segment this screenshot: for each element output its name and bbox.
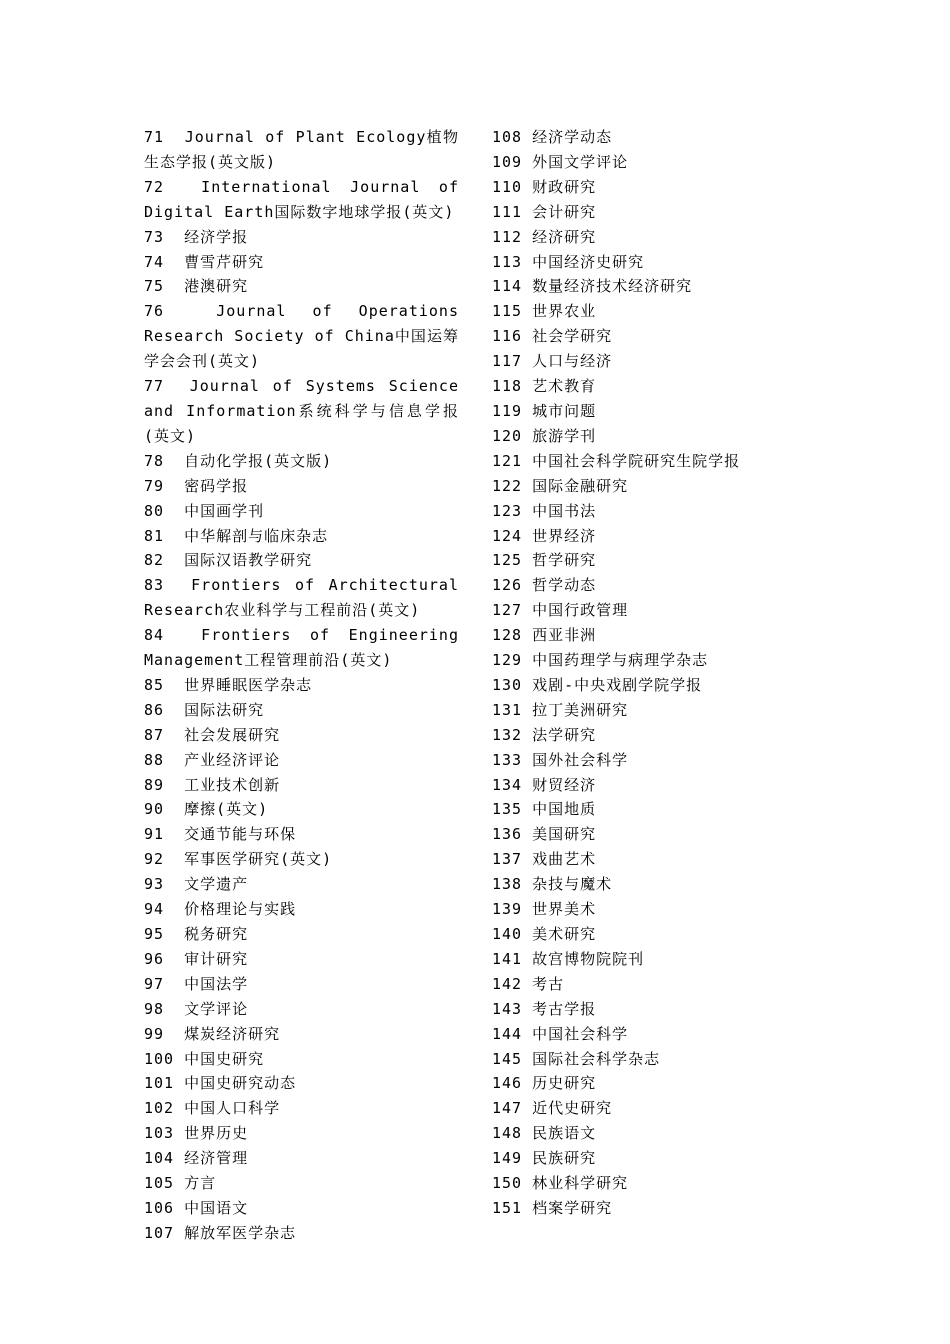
list-item: 131 拉丁美洲研究 [492, 700, 629, 719]
list-item: 72 International Journal of Digital Earth国际数字地球学报(英文) [144, 177, 470, 221]
list-item: 104 经济管理 [144, 1149, 249, 1168]
list-item: 105 方言 [144, 1174, 217, 1193]
list-item: 96 审计研究 [144, 949, 249, 968]
list-item: 111 会计研究 [492, 202, 597, 221]
list-item: 145 国际社会科学杂志 [492, 1049, 661, 1068]
list-item: 149 民族研究 [492, 1149, 597, 1168]
list-item: 141 故宫博物院院刊 [492, 949, 645, 968]
list-item: 115 世界农业 [492, 302, 597, 321]
journal-list-right [492, 125, 822, 1221]
list-item: 128 西亚非洲 [492, 626, 597, 645]
list-item: 136 美国研究 [492, 825, 597, 844]
list-item: 74 曹雪芹研究 [144, 252, 265, 271]
list-item: 151 档案学研究 [492, 1198, 613, 1217]
list-item: 147 近代史研究 [492, 1099, 613, 1118]
list-item: 110 财政研究 [492, 177, 597, 196]
list-item: 150 林业科学研究 [492, 1174, 629, 1193]
list-item: 108 经济学动态 [492, 128, 613, 146]
list-item: 93 文学遗产 [144, 875, 249, 894]
list-item: 125 哲学研究 [492, 551, 597, 570]
list-item: 103 世界历史 [144, 1124, 249, 1143]
list-item: 102 中国人口科学 [144, 1099, 281, 1118]
list-item: 82 国际汉语教学研究 [144, 551, 313, 570]
list-item: 97 中国法学 [144, 974, 249, 993]
list-item: 135 中国地质 [492, 800, 597, 819]
list-item: 114 数量经济技术经济研究 [492, 277, 693, 296]
list-item: 133 国外社会科学 [492, 750, 629, 769]
list-item: 88 产业经济评论 [144, 750, 281, 769]
list-item: 85 世界睡眠医学杂志 [144, 675, 313, 694]
list-item: 73 经济学报 [144, 227, 249, 246]
list-item: 139 世界美术 [492, 900, 597, 919]
list-item: 100 中国史研究 [144, 1049, 265, 1068]
list-item: 101 中国史研究动态 [144, 1074, 297, 1093]
list-item: 75 港澳研究 [144, 277, 249, 296]
journal-list-left [144, 125, 470, 1246]
list-item: 78 自动化学报(英文版) [144, 451, 333, 470]
list-item: 99 煤炭经济研究 [144, 1024, 281, 1043]
list-item: 118 艺术教育 [492, 377, 597, 396]
list-item: 95 税务研究 [144, 925, 249, 943]
list-item: 117 人口与经济 [492, 352, 613, 371]
list-item: 113 中国经济史研究 [492, 252, 645, 271]
list-item: 109 外国文学评论 [492, 152, 629, 171]
list-item: 127 中国行政管理 [492, 601, 629, 620]
list-item: 98 文学评论 [144, 999, 249, 1018]
list-item: 126 哲学动态 [492, 576, 597, 595]
list-item: 132 法学研究 [492, 725, 597, 744]
list-item: 112 经济研究 [492, 227, 597, 246]
list-item: 87 社会发展研究 [144, 725, 281, 744]
list-item: 89 工业技术创新 [144, 775, 281, 794]
list-item: 76 Journal of Operations Research Society of China中国运筹学会会刊(英文) [144, 302, 470, 371]
list-item: 90 摩擦(英文) [144, 800, 269, 819]
list-item: 137 戏曲艺术 [492, 850, 597, 869]
list-item: 83 Frontiers of Architectural Research农业科学与工程前沿(英文) [144, 576, 470, 620]
list-item: 107 解放军医学杂志 [144, 1223, 297, 1242]
list-item: 71 Journal of Plant Ecology植物生态学报(英文版) [144, 128, 459, 171]
list-item: 140 美术研究 [492, 925, 597, 943]
list-item: 119 城市问题 [492, 401, 597, 420]
list-item: 138 杂技与魔术 [492, 875, 613, 894]
list-item: 148 民族语文 [492, 1124, 597, 1143]
list-item: 134 财贸经济 [492, 775, 597, 794]
list-item: 91 交通节能与环保 [144, 825, 297, 844]
list-item: 81 中华解剖与临床杂志 [144, 526, 329, 545]
list-item: 130 戏剧-中央戏剧学院学报 [492, 675, 703, 694]
list-item: 123 中国书法 [492, 501, 597, 520]
list-item: 122 国际金融研究 [492, 476, 629, 495]
list-item: 84 Frontiers of Engineering Management工程管理前沿(英文) [144, 626, 470, 670]
list-item: 92 军事医学研究(英文) [144, 850, 333, 869]
list-item: 86 国际法研究 [144, 700, 265, 719]
list-item: 121 中国社会科学院研究生院学报 [492, 451, 741, 470]
list-item: 124 世界经济 [492, 526, 597, 545]
list-item: 94 价格理论与实践 [144, 900, 297, 919]
list-item: 120 旅游学刊 [492, 426, 597, 445]
list-item: 80 中国画学刊 [144, 501, 265, 520]
list-item: 142 考古 [492, 974, 565, 993]
list-item: 143 考古学报 [492, 999, 597, 1018]
list-item: 106 中国语文 [144, 1198, 249, 1217]
list-item: 116 社会学研究 [492, 327, 613, 346]
list-item: 144 中国社会科学 [492, 1024, 629, 1043]
list-item: 79 密码学报 [144, 476, 249, 495]
list-item: 129 中国药理学与病理学杂志 [492, 651, 709, 670]
list-item: 146 历史研究 [492, 1074, 597, 1093]
list-item: 77 Journal of Systems Science and Information系统科学与信息学报(英文) [144, 377, 470, 445]
